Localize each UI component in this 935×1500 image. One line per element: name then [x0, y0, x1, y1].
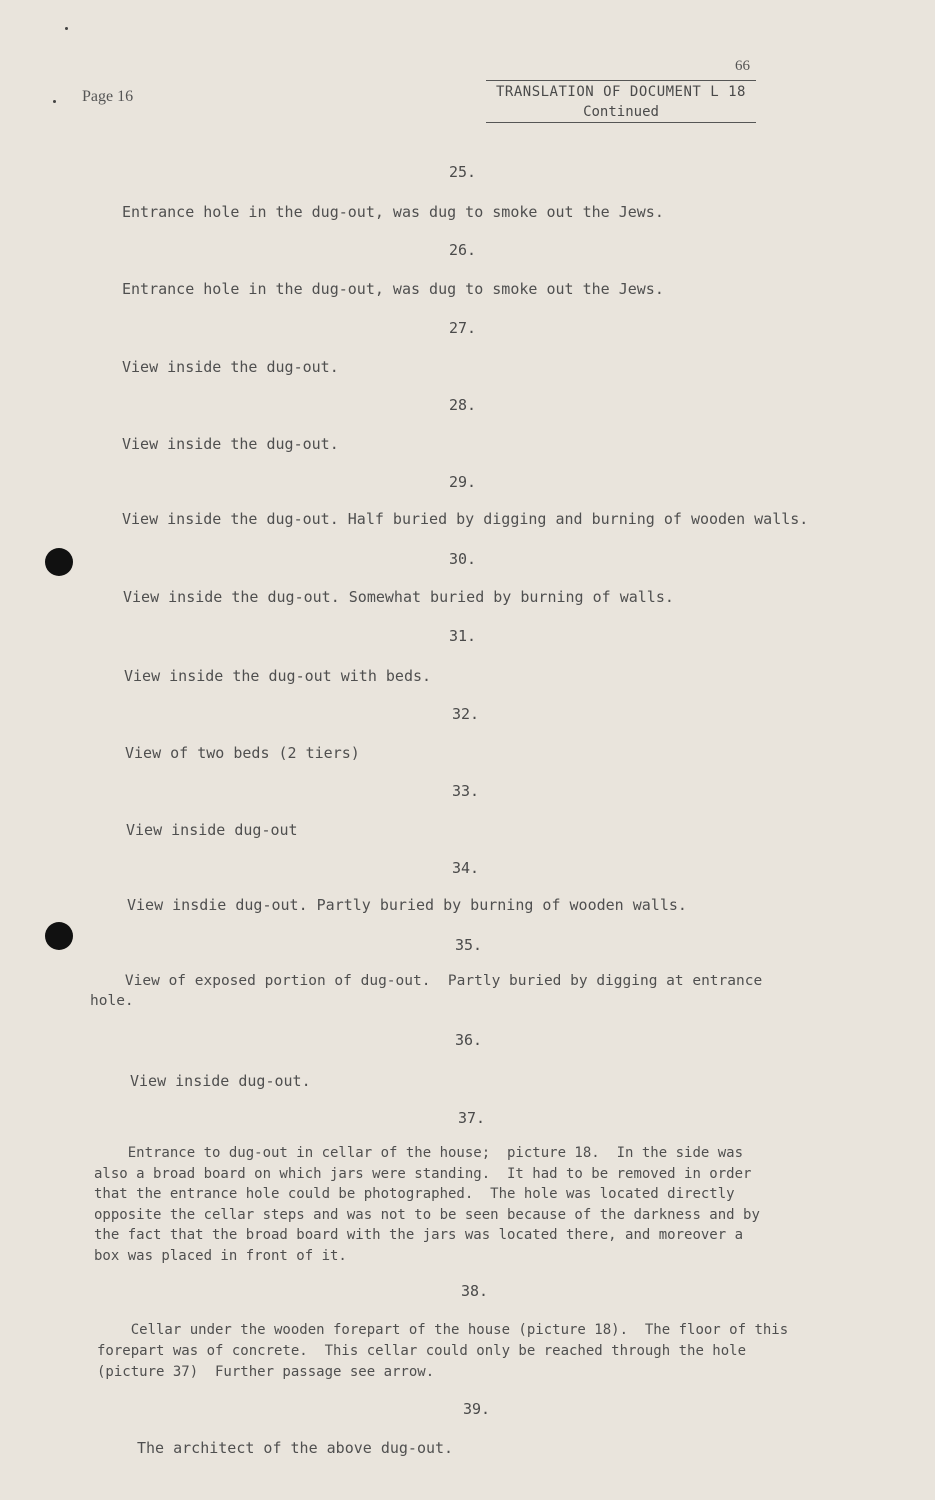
paragraph-line: (picture 37) Further passage see arrow. — [97, 1364, 435, 1380]
folio-number: 66 — [735, 58, 750, 74]
entry-caption: View inside dug-out — [126, 821, 298, 839]
entry-number: 38. — [461, 1282, 489, 1300]
entry-number: 31. — [449, 627, 477, 645]
entry-paragraph — [94, 1143, 760, 1267]
entry-caption: View inside the dug-out. Half buried by digging and burning of wooden walls. — [122, 510, 809, 528]
paragraph-line: box was placed in front of it. — [94, 1247, 347, 1264]
entry-caption: View inside dug-out. — [130, 1072, 311, 1090]
paragraph-line: hole. — [90, 993, 134, 1009]
entry-number: 39. — [463, 1400, 491, 1418]
entry-number: 25. — [449, 163, 477, 181]
paragraph-line: opposite the cellar steps and was not to be seen because of the darkness and by — [94, 1206, 760, 1223]
entry-caption: Entrance hole in the dug-out, was dug to smoke out the Jews. — [122, 203, 664, 221]
paragraph-line: Cellar under the wooden forepart of the house (picture 18). The floor of this — [97, 1322, 789, 1338]
paragraph-line: that the entrance hole could be photographed. The hole was located directly — [94, 1186, 735, 1203]
speck — [53, 100, 56, 103]
entry-caption: View of two beds (2 tiers) — [125, 744, 360, 762]
entry-number: 36. — [455, 1031, 483, 1049]
entry-caption: The architect of the above dug-out. — [137, 1439, 454, 1457]
document-subtitle: Continued — [583, 104, 659, 120]
paragraph-line: also a broad board on which jars were standing. It had to be removed in order — [94, 1165, 752, 1182]
paragraph-line: forepart was of concrete. This cellar could only be reached through the hole — [97, 1343, 747, 1359]
document-title: TRANSLATION OF DOCUMENT L 18 — [495, 84, 746, 100]
paragraph-line: Entrance to dug-out in cellar of the house; picture 18. In the side was — [94, 1145, 744, 1161]
entry-caption: Entrance hole in the dug-out, was dug to smoke out the Jews. — [122, 280, 664, 298]
entry-caption: View inside the dug-out. — [122, 435, 339, 453]
entry-number: 30. — [449, 550, 477, 568]
page-label: Page 16 — [82, 88, 134, 105]
header-rule-bottom — [486, 122, 756, 123]
entry-caption: View inside the dug-out. Somewhat buried by burning of walls. — [123, 588, 674, 606]
entry-number: 29. — [449, 473, 477, 491]
speck — [65, 27, 68, 30]
entry-number: 28. — [449, 396, 477, 414]
entry-caption: View inside the dug-out. — [122, 358, 339, 376]
entry-paragraph — [90, 971, 762, 1011]
entry-number: 27. — [449, 319, 477, 337]
entry-caption: View insdie dug-out. Partly buried by burning of wooden walls. — [127, 896, 687, 914]
entry-caption: View inside the dug-out with beds. — [124, 667, 432, 685]
entry-number: 37. — [458, 1109, 486, 1127]
entry-number: 34. — [452, 859, 480, 877]
entry-number: 32. — [452, 705, 480, 723]
header-rule-top — [486, 80, 756, 81]
paragraph-line: View of exposed portion of dug-out. Partly buried by digging at entrance — [90, 973, 763, 989]
entry-number: 26. — [449, 241, 477, 259]
entry-number: 33. — [452, 782, 480, 800]
paragraph-line: the fact that the broad board with the jars was located there, and moreover a — [94, 1227, 744, 1244]
punch-hole-lower — [45, 922, 73, 950]
punch-hole-upper — [45, 548, 73, 576]
entry-paragraph — [97, 1320, 788, 1383]
entry-number: 35. — [455, 936, 483, 954]
